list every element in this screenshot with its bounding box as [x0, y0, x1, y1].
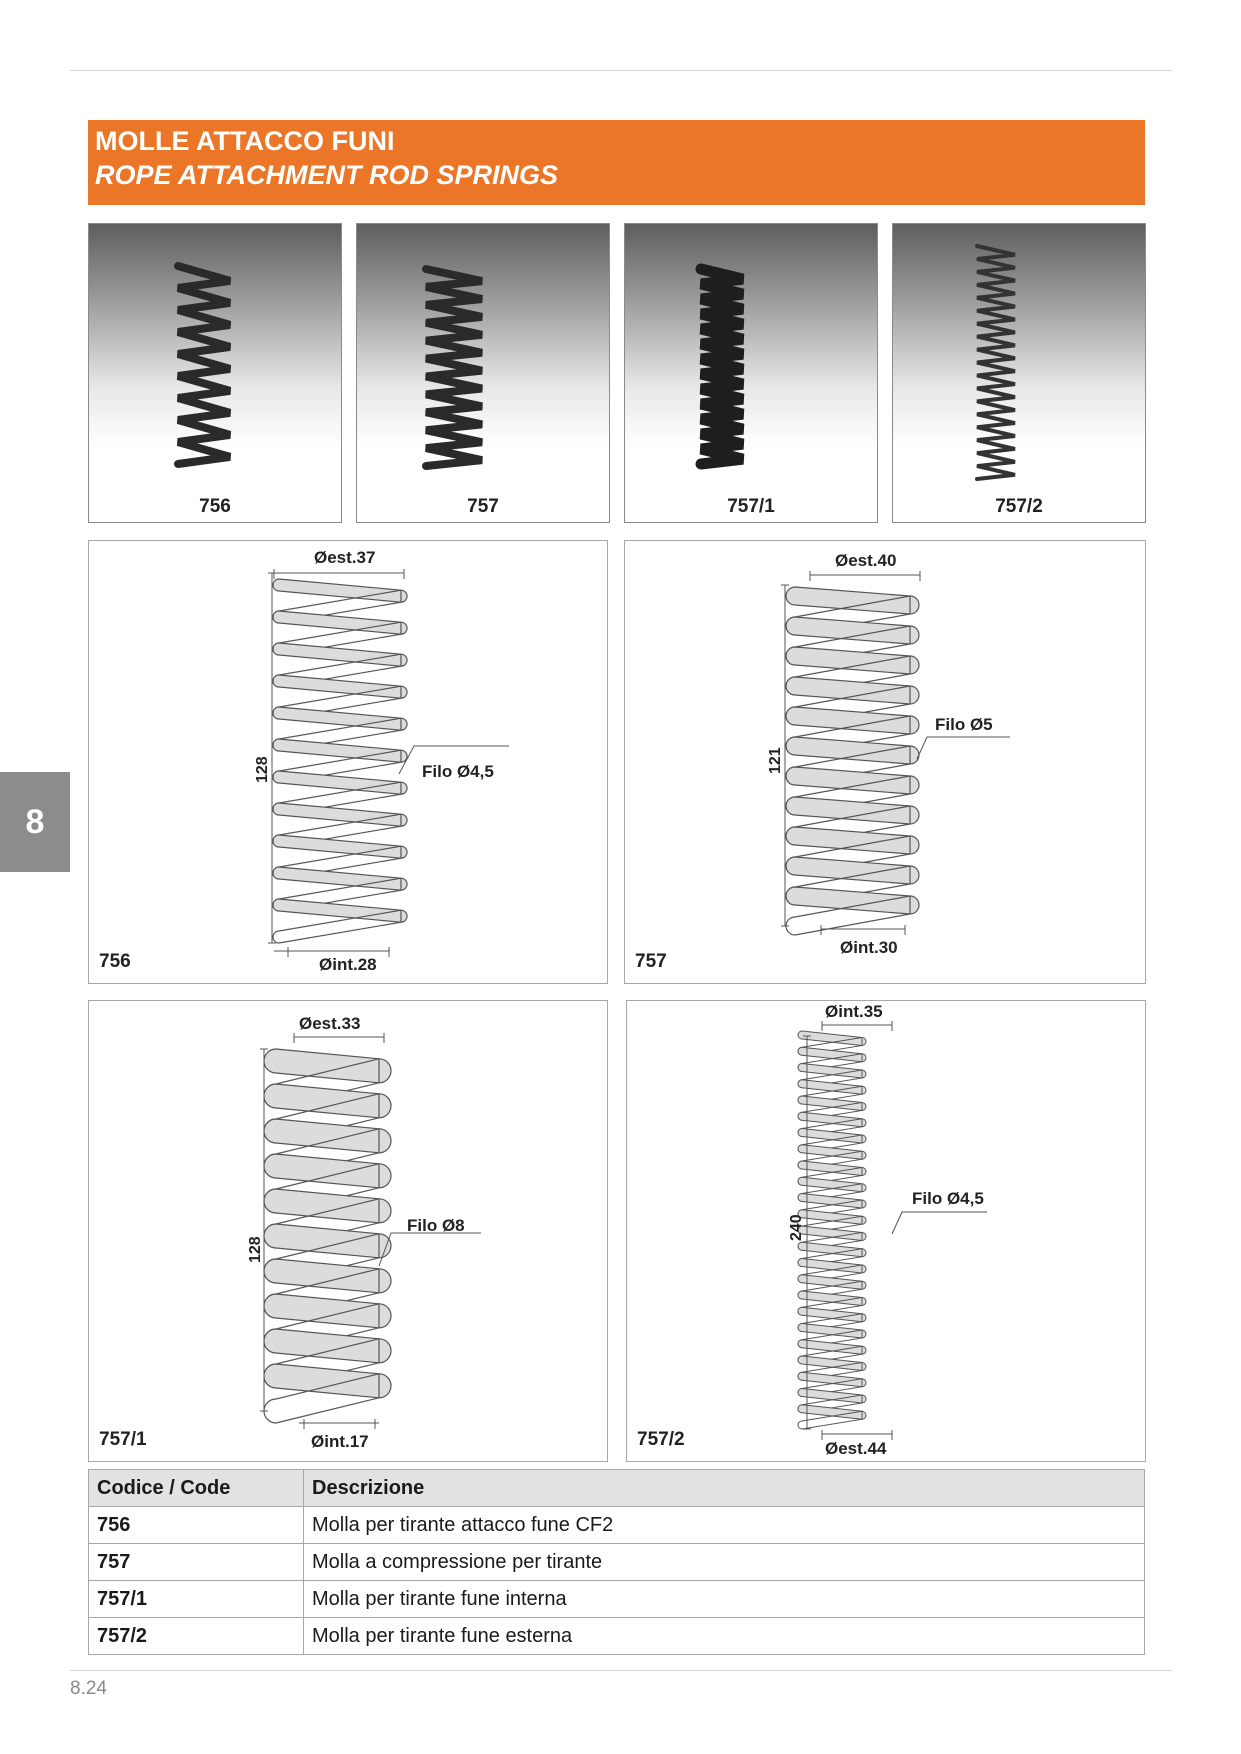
length-label: 121 [767, 747, 784, 774]
wire-diameter-label: Filo Ø8 [407, 1216, 465, 1235]
spring-drawing-756 [89, 541, 609, 985]
cell-code: 757/2 [89, 1618, 304, 1655]
length-label: 240 [788, 1214, 805, 1241]
spring-coil [264, 1189, 391, 1223]
chapter-tab: 8 [0, 772, 70, 872]
spring-coil [264, 1294, 391, 1328]
drawing-panel-757-2 [626, 1000, 1146, 1462]
spring-coil [786, 617, 919, 644]
photo-caption: 756 [199, 496, 231, 517]
spring-coil [786, 857, 919, 884]
spring-coil [264, 1364, 391, 1398]
inner-diameter-label: Øint.30 [840, 938, 898, 957]
photo-756 [88, 223, 342, 523]
spring-coil [786, 647, 919, 674]
cell-code: 757 [89, 1544, 304, 1581]
column-header-code: Codice / Code [89, 1470, 304, 1507]
spring-coil [264, 1224, 391, 1258]
drawing-panel-757-1 [88, 1000, 608, 1462]
length-label: 128 [247, 1236, 264, 1263]
spring-photo-757 [357, 224, 611, 524]
spring-coil [273, 611, 407, 634]
spring-coil [786, 797, 919, 824]
spring-coil [273, 643, 407, 666]
spring-coil [273, 835, 407, 858]
spring-coil [786, 707, 919, 734]
spring-coil [786, 677, 919, 704]
spring-photo-757-1 [625, 224, 879, 524]
spring-coil [264, 1119, 391, 1153]
spring-coil [264, 1259, 391, 1293]
inner-diameter-label: Øint.28 [319, 955, 377, 974]
title-english: ROPE ATTACHMENT ROD SPRINGS [95, 160, 559, 190]
table-row [89, 1618, 1145, 1655]
cell-description: Molla per tirante fune esterna [304, 1618, 1145, 1655]
top-rule [70, 70, 1172, 71]
spring-coil [273, 579, 407, 602]
spring-coil [273, 707, 407, 730]
wire-diameter-label: Filo Ø4,5 [422, 762, 494, 781]
cell-code: 756 [89, 1507, 304, 1544]
drawing-panel-756 [88, 540, 608, 984]
spring-coil [264, 1154, 391, 1188]
table-header-row [89, 1470, 1145, 1507]
spring-coil [786, 767, 919, 794]
spring-coil [273, 739, 407, 762]
drawing-code: 756 [99, 951, 131, 972]
photo-757-1 [624, 223, 878, 523]
table-row [89, 1581, 1145, 1618]
table-row [89, 1507, 1145, 1544]
spring-coil [264, 1049, 391, 1083]
section-title-band [88, 120, 1145, 205]
spring-drawing-757 [625, 541, 1147, 985]
bottom-rule [70, 1670, 1172, 1671]
wire-diameter-label: Filo Ø5 [935, 715, 993, 734]
photo-caption: 757/2 [995, 496, 1043, 517]
spring-coil [273, 771, 407, 794]
photo-caption: 757/1 [727, 496, 775, 517]
table-row [89, 1544, 1145, 1581]
spring-coil [273, 899, 407, 922]
page-number: 8.24 [70, 1678, 107, 1699]
inner-diameter-label: Øint.17 [311, 1432, 369, 1451]
cell-description: Molla a compressione per tirante [304, 1544, 1145, 1581]
spring-coil [264, 1084, 391, 1118]
photo-757 [356, 223, 610, 523]
photo-caption: 757 [467, 496, 499, 517]
drawing-code: 757 [635, 951, 667, 972]
cell-description: Molla per tirante fune interna [304, 1581, 1145, 1618]
spring-coil [786, 887, 919, 914]
outer-diameter-label: Øest.44 [825, 1439, 887, 1458]
spring-coil [786, 737, 919, 764]
spring-coil [264, 1329, 391, 1363]
length-label: 128 [254, 756, 271, 783]
spring-drawing-757-2 [627, 1001, 1147, 1463]
drawing-code: 757/2 [637, 1429, 685, 1450]
spring-coil [273, 803, 407, 826]
photo-757-2 [892, 223, 1146, 523]
spring-photo-756 [89, 224, 343, 524]
column-header-description: Descrizione [304, 1470, 1145, 1507]
drawing-code: 757/1 [99, 1429, 147, 1450]
cell-description: Molla per tirante attacco fune CF2 [304, 1507, 1145, 1544]
title-italian: MOLLE ATTACCO FUNI [95, 126, 395, 156]
spring-coil [273, 867, 407, 890]
outer-diameter-label: Øest.37 [314, 548, 376, 567]
cell-code: 757/1 [89, 1581, 304, 1618]
code-table [88, 1469, 1145, 1655]
outer-diameter-label: Øest.40 [835, 551, 897, 570]
spring-coil [273, 675, 407, 698]
spring-coil [786, 827, 919, 854]
spring-photo-757-2 [893, 224, 1147, 524]
wire-diameter-label: Filo Ø4,5 [912, 1189, 984, 1208]
spring-drawing-757-1 [89, 1001, 609, 1463]
outer-diameter-label: Øest.33 [299, 1014, 361, 1033]
spring-coil [786, 587, 919, 614]
drawing-panel-757 [624, 540, 1146, 984]
inner-diameter-label: Øint.35 [825, 1002, 883, 1021]
